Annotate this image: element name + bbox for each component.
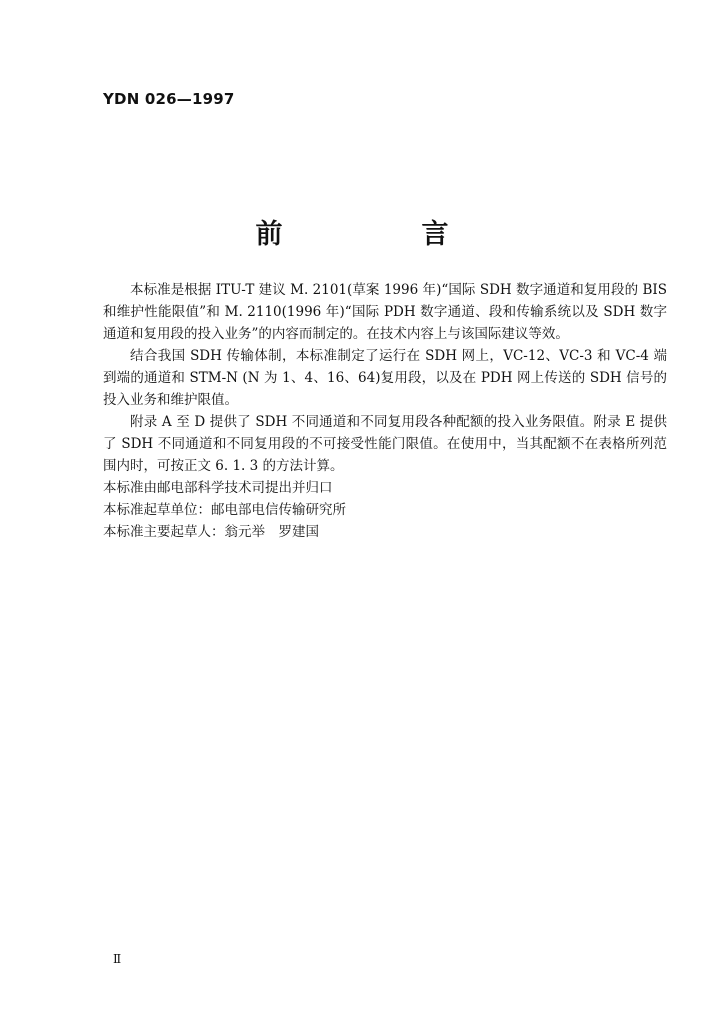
page-title: 前 言 [255,219,505,250]
foreword-body [103,279,667,543]
paragraph-2: 结合我国 SDH 传输体制，本标准制定了运行在 SDH 网上，VC-12、VC-3 和 VC-4 端到端的通道和 STM-N (N 为 1、4、16、64)复用段，以及在 PDH 网上传送的 SDH 信号的投入业务和维护限值。 [103,348,667,408]
statement-proposer: 本标准由邮电部科学技术司提出并归口 [103,480,333,496]
statement-drafters: 本标准主要起草人：翁元举 罗建国 [103,524,319,540]
page-number: Ⅱ [113,952,122,966]
statement-drafting-unit: 本标准起草单位：邮电部电信传输研究所 [103,502,346,518]
standard-code-text: YDN 026—1997 [103,90,235,108]
paragraph-1: 本标准是根据 ITU-T 建议 M. 2101(草案 1996 年)“国际 SDH 数字通道和复用段的 BIS 和维护性能限值”和 M. 2110(1996 年)“国际 PDH 数字通道、段和传输系统以及 SDH 数字通道和复用段的投入业务”的内容而制定的。在技术内容上与该国际建议等效。 [103,282,667,342]
standard-code [103,90,235,108]
paragraph-3: 附录 A 至 D 提供了 SDH 不同通道和不同复用段各种配额的投入业务限值。附录 E 提供了 SDH 不同通道和不同复用段的不可接受性能门限值。在使用中，当其配额不在表格所列范围内时，可按正文 6. 1. 3 的方法计算。 [103,414,667,474]
